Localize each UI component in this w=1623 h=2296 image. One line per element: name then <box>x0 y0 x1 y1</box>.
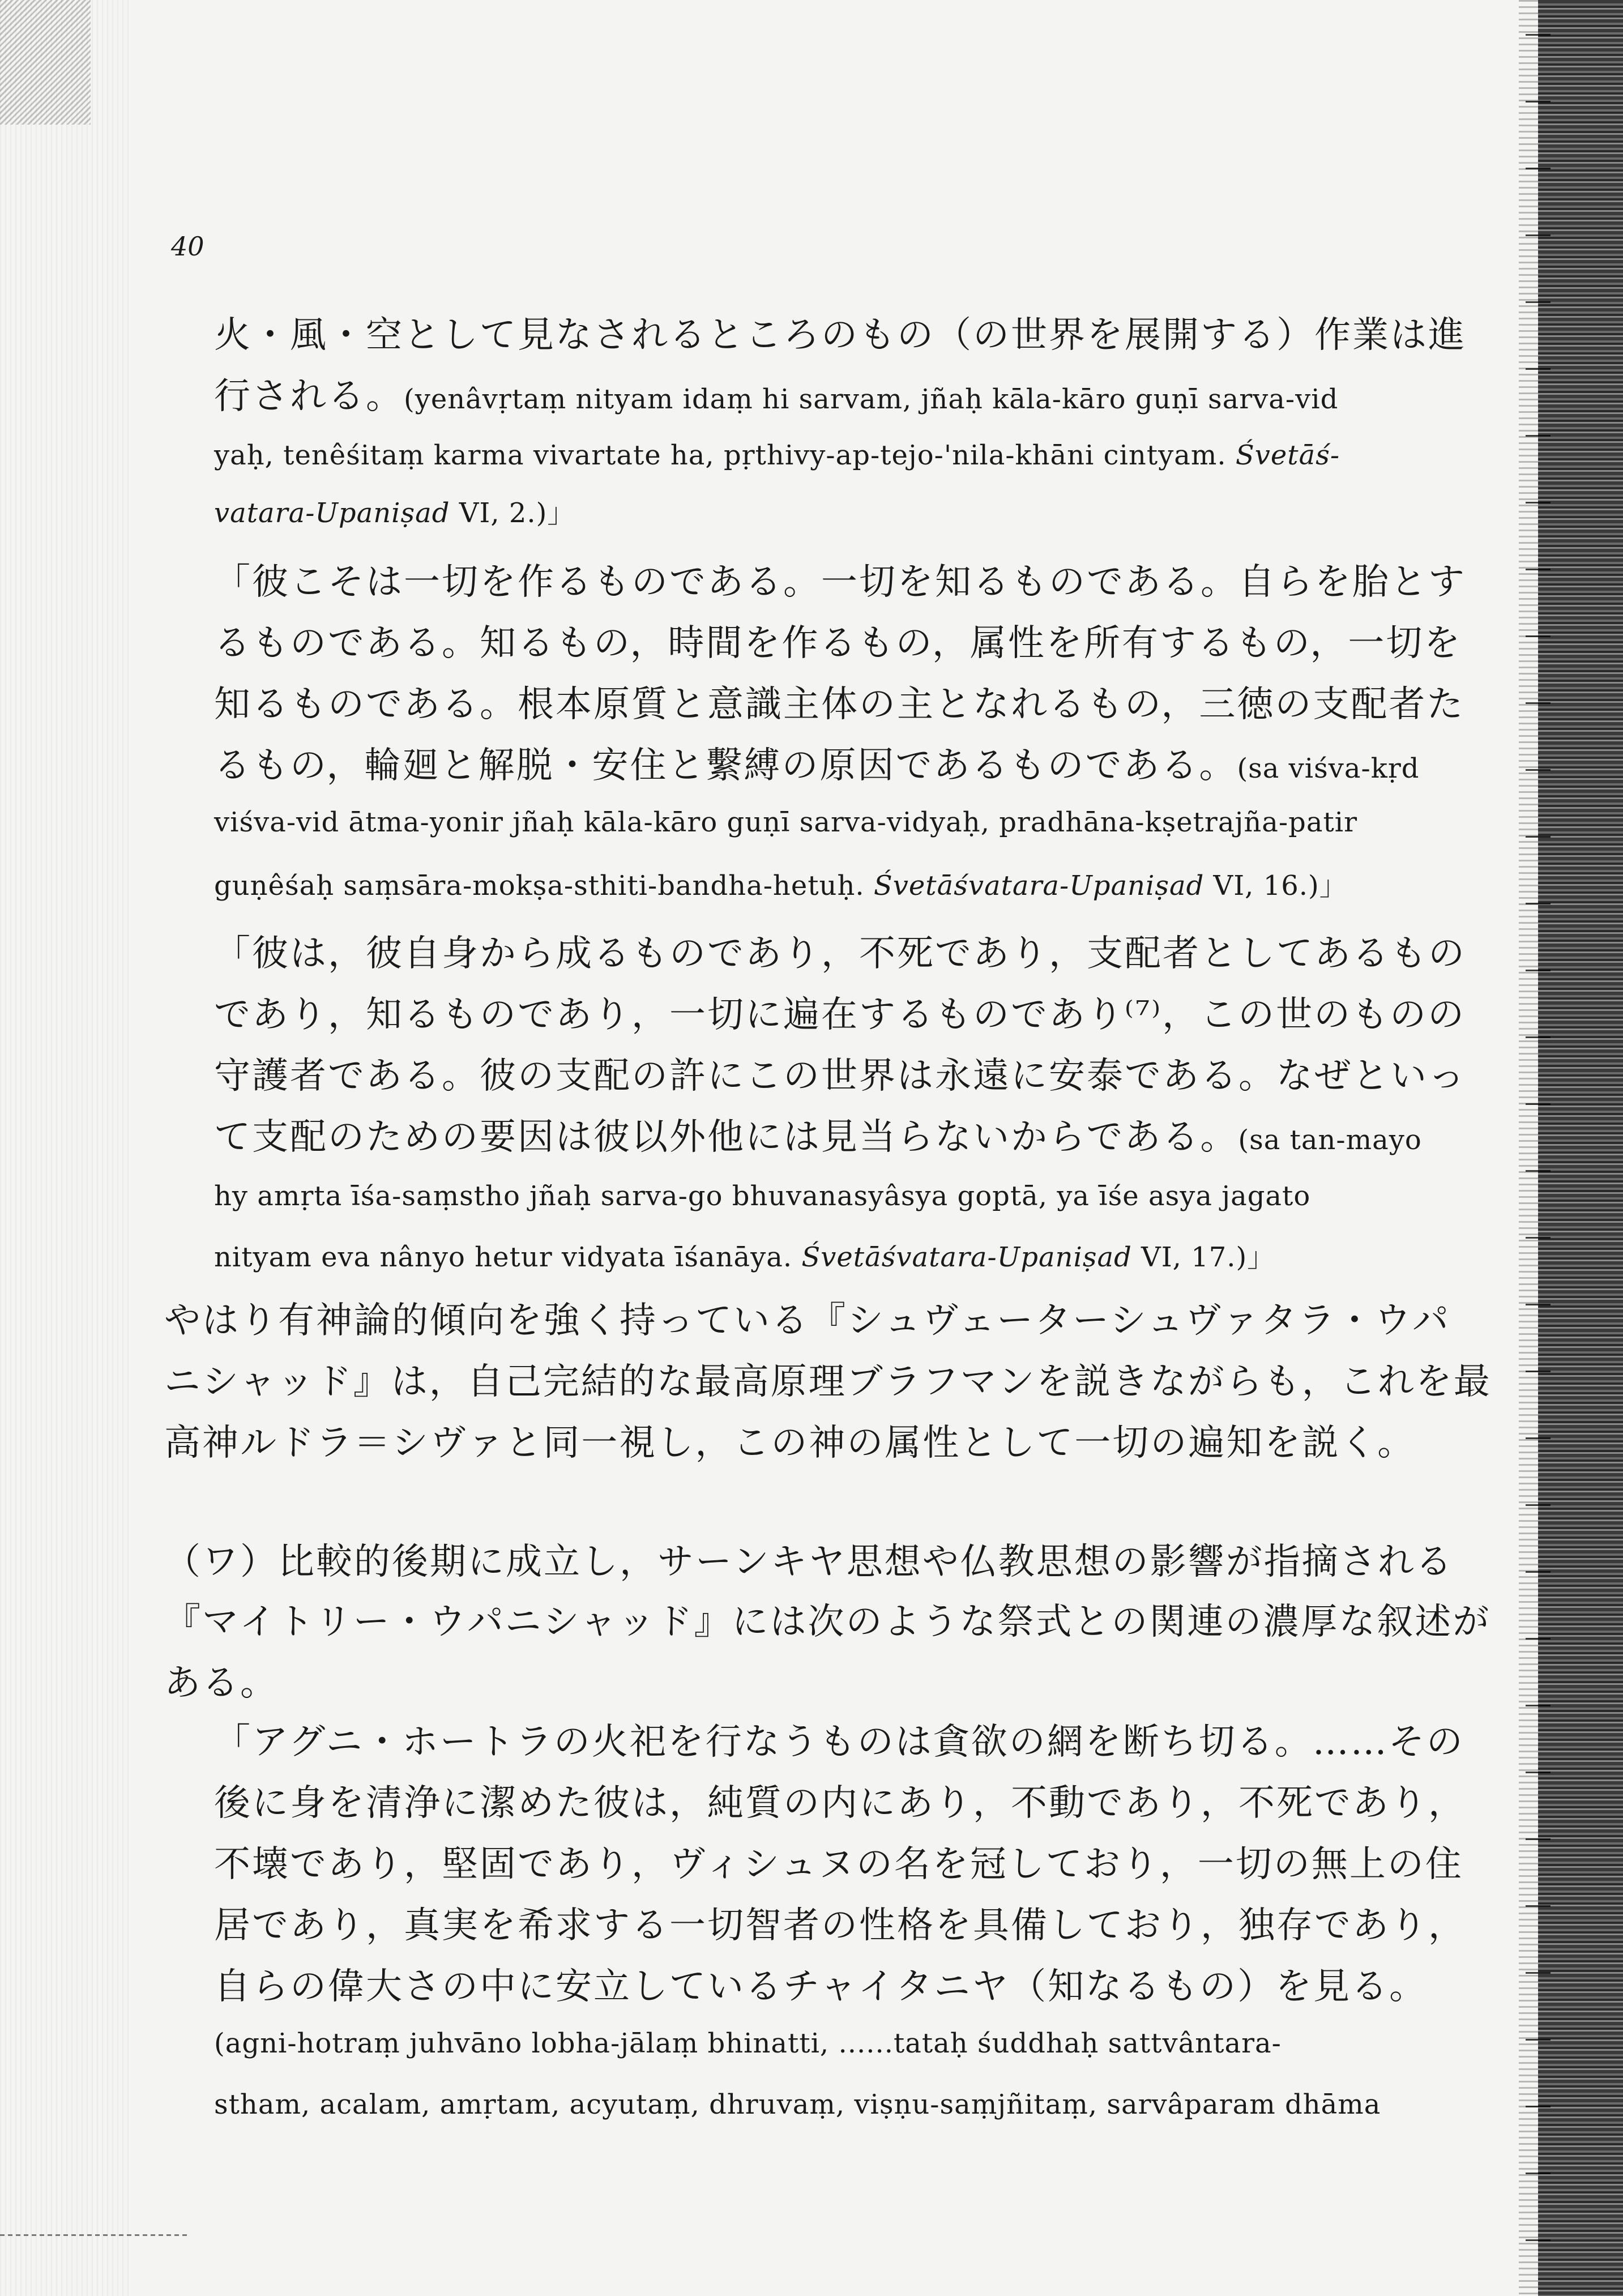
japanese-text: 「彼こそは一切を作るものである。一切を知るものである。自らを胎とす <box>214 561 1466 603</box>
japanese-text: ニシャッド』は，自己完結的な最高原理ブラフマンを説きながらも，これを最 <box>164 1361 1492 1403</box>
text-line <box>164 1601 1491 1643</box>
japanese-text: 行される。 <box>214 375 404 417</box>
text-line <box>214 2030 1282 2057</box>
japanese-text: 知るものである。根本原質と意識主体の主となれるもの，三徳の支配者た <box>214 684 1465 725</box>
japanese-text: 後に身を清浄に潔めた彼は，純質の内にあり，不動であり，不死であり， <box>214 1782 1466 1824</box>
japanese-text: るもの，輪廻と解脱・安住と繫縛の原因であるものである。 <box>214 745 1237 787</box>
text-line <box>214 439 1340 471</box>
text-line <box>214 1721 1464 1763</box>
text-line <box>214 1843 1463 1885</box>
japanese-text: 火・風・空として見なされるところのもの（の世界を展開する）作業は進 <box>214 314 1466 356</box>
sanskrit-quote: (sa viśva-kṛd <box>1237 753 1420 784</box>
text-line <box>214 806 1358 838</box>
japanese-text: て支配のための要因は彼以外他には見当らないからである。 <box>214 1116 1238 1158</box>
japanese-text: るものである。知るもの，時間を作るもの，属性を所有するもの，一切を <box>214 622 1462 664</box>
sanskrit-quote: yaḥ, tenêśitaṃ karma vivartate ha, pṛthivy-ap-tejo-'nila-khāni cintyam. <box>214 439 1236 471</box>
text-line <box>214 933 1466 975</box>
sanskrit-quote: (agni-hotraṃ juhvāno lobha-jālaṃ bhinatti, ......tataḥ śuddhaḥ sattvântara- <box>214 2028 1282 2059</box>
text-line <box>214 497 575 529</box>
sanskrit-quote: VI, 2.)」 <box>450 497 575 529</box>
japanese-text: （ワ）比較的後期に成立し，サーンキヤ思想や仏教思想の影響が指摘される <box>164 1541 1454 1583</box>
text-line <box>214 561 1466 603</box>
japanese-text: 守護者である。彼の支配の許にこの世界は永遠に安泰である。なぜといっ <box>214 1055 1466 1097</box>
citation-title: Śvetāśvatara-Upaniṣad <box>801 1241 1132 1273</box>
japanese-text: であり，知るものであり，一切に遍在するものであり⁽⁷⁾，この世のものの <box>214 994 1466 1036</box>
citation-ref: VI, 16.)」 <box>1204 870 1347 902</box>
sanskrit-quote: (sa tan-mayo <box>1238 1124 1422 1156</box>
japanese-text: 居であり，真実を希求する一切智者の性格を具備しており，独存であり， <box>214 1905 1466 1947</box>
japanese-text: ある。 <box>164 1662 278 1704</box>
text-line <box>164 1541 1454 1583</box>
text-line <box>214 870 1347 902</box>
text-line <box>214 1180 1311 1212</box>
text-line <box>164 1300 1450 1342</box>
text-line <box>164 1422 1416 1464</box>
citation-title: Śvetāś- <box>1235 439 1340 471</box>
japanese-text: 「彼は，彼自身から成るものであり，不死であり，支配者としてあるもの <box>214 933 1466 975</box>
text-line <box>214 2091 1381 2118</box>
sanskrit-quote: (yenâvṛtaṃ nityam idaṃ hi sarvam, jñaḥ kāla-kāro guṇī sarva-vid <box>404 383 1339 415</box>
japanese-text: 「アグニ・ホートラの火祀を行なうものは貪欲の網を断ち切る。……その <box>214 1721 1464 1763</box>
japanese-text: 高神ルドラ＝シヴァと同一視し，この神の属性として一切の遍知を説く。 <box>164 1422 1416 1464</box>
text-line <box>214 994 1466 1036</box>
text-line <box>164 1361 1492 1403</box>
japanese-text: 不壊であり，堅固であり，ヴィシュヌの名を冠しており，一切の無上の住 <box>214 1843 1463 1885</box>
text-line <box>214 1241 1275 1273</box>
text-line <box>214 686 1464 723</box>
page-number: 40 <box>171 231 204 262</box>
sanskrit-quote: hy amṛta īśa-saṃstho jñaḥ sarva-go bhuvanasyâsya goptā, ya īśe asya jagato <box>214 1180 1311 1212</box>
japanese-text: 自らの偉大さの中に安立しているチャイタニヤ（知なるもの）を見る。 <box>214 1966 1428 2008</box>
citation-title: vatara-Upaniṣad <box>214 497 450 529</box>
text-line <box>214 1966 1428 2008</box>
text-line <box>214 1905 1466 1947</box>
text-line <box>214 375 1339 417</box>
sanskrit-quote: guṇêśaḥ saṃsāra-mokṣa-sthiti-bandha-hetuḥ. <box>214 870 874 902</box>
text-line <box>214 1782 1466 1824</box>
sanskrit-quote: stham, acalam, amṛtam, acyutaṃ, dhruvaṃ, viṣṇu-saṃjñitaṃ, sarvâparam dhāma <box>214 2089 1381 2120</box>
text-line <box>214 1055 1466 1097</box>
japanese-text: やはり有神論的傾向を強く持っている『シュヴェーターシュヴァタラ・ウパ <box>164 1300 1450 1342</box>
citation-ref: VI, 17.)」 <box>1131 1241 1275 1273</box>
text-line <box>164 1662 278 1704</box>
sanskrit-quote: viśva-vid ātma-yonir jñaḥ kāla-kāro guṇī sarva-vidyaḥ, pradhāna-kṣetrajña-patir <box>214 806 1358 838</box>
text-line <box>214 622 1462 664</box>
text-line <box>214 314 1466 356</box>
sanskrit-quote: nityam eva nânyo hetur vidyata īśanāya. <box>214 1241 802 1273</box>
text-line <box>214 1116 1422 1158</box>
japanese-text: 『マイトリー・ウパニシャッド』には次のような祭式との関連の濃厚な叙述が <box>164 1601 1491 1643</box>
text-line <box>214 745 1420 787</box>
citation-title: Śvetāśvatara-Upaniṣad <box>873 870 1205 902</box>
